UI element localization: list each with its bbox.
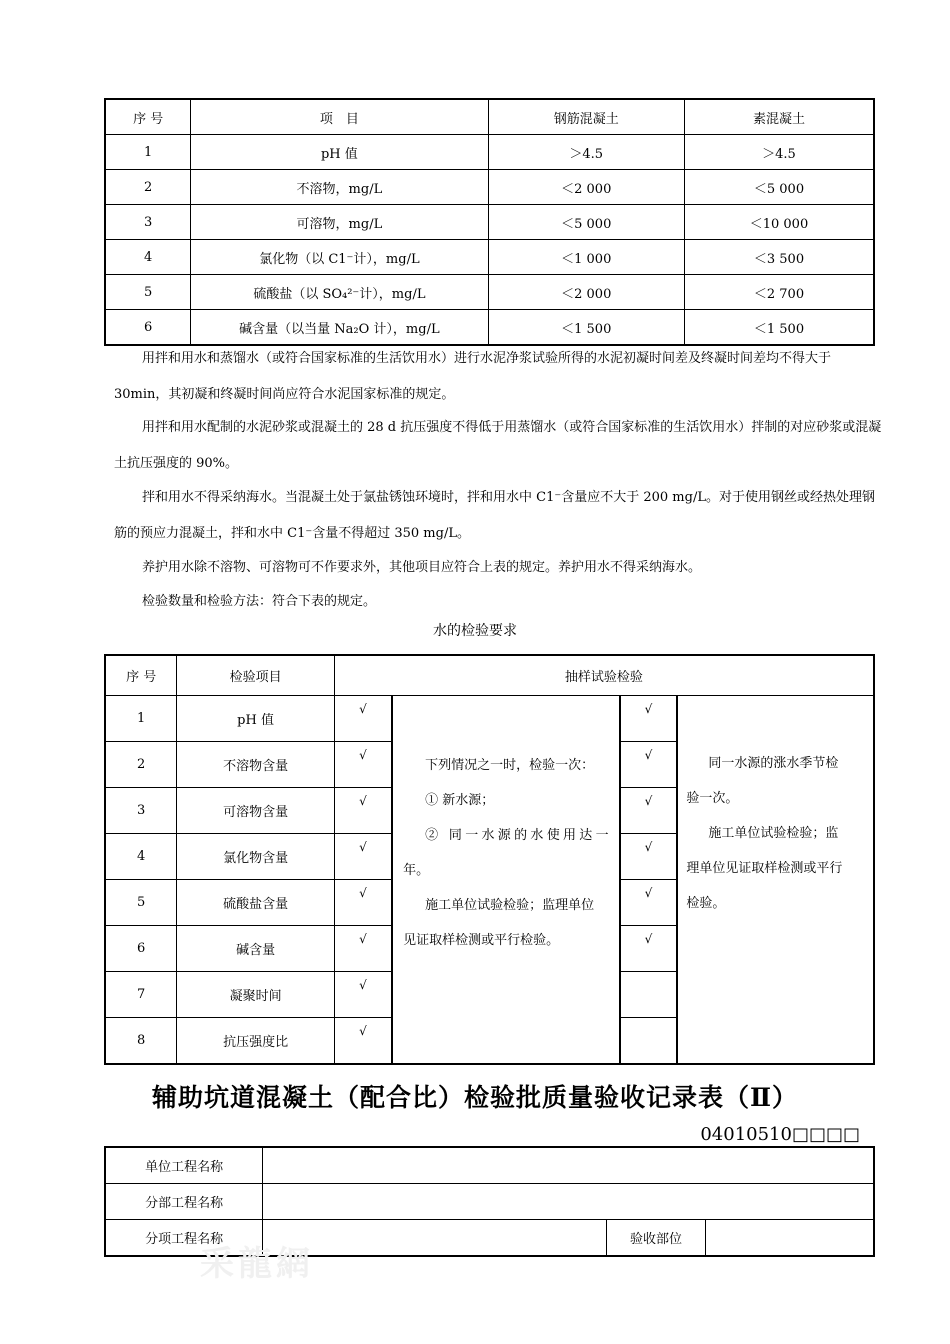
check-mark: √ [334, 834, 392, 880]
check-mark: √ [620, 742, 678, 788]
header-no: 序 号 [105, 99, 191, 135]
form-title: 辅助坑道混凝土（配合比）检验批质量验收记录表（Ⅱ） [151, 1083, 799, 1112]
text-line: 下列情况之一时，检验一次： [425, 758, 595, 773]
check-mark: √ [334, 972, 392, 1018]
table-caption: 水的检验要求 [433, 623, 517, 639]
paragraph-setting-time: 用拌和用水和蒸馏水（或符合国家标准的生活饮用水）进行水泥净浆试验所得的水泥初凝时间差及终凝时间差均不得大于 30min，其初凝和终凝时间尚应符合水泥国家标准的规定。 [114, 351, 832, 402]
cell-no: 4 [105, 240, 191, 275]
cell-no: 2 [105, 742, 177, 788]
cell-no: 5 [105, 275, 191, 310]
cell-item: pH 值 [177, 696, 335, 742]
cell-item: 抗压强度比 [177, 1018, 335, 1065]
cell-no: 1 [105, 135, 191, 170]
inspection-frequency-text [392, 696, 619, 1065]
paragraph-chloride: 拌和用水不得采纳海水。当混凝土处于氯盐锈蚀环境时，拌和用水中 C1⁻含量应不大于 200 mg/L。对于使用钢丝或经热处理钢筋的预应力混凝土，拌和水中 C1⁻含量不得超过 350 mg/L。 [114, 490, 875, 541]
unit-project-field[interactable] [263, 1147, 874, 1184]
table-row [105, 696, 874, 742]
cell-no: 6 [105, 310, 191, 346]
table-row [105, 240, 874, 275]
cell-plain: ＞4.5 [684, 135, 874, 170]
cell-no: 7 [105, 972, 177, 1018]
table-header-row [105, 655, 874, 696]
cell-no: 4 [105, 834, 177, 880]
table-header-row [105, 99, 874, 135]
unit-project-label: 单位工程名称 [105, 1147, 263, 1184]
text-line: 见证取样检测或平行检验。 [403, 933, 560, 948]
cell-no: 5 [105, 880, 177, 926]
watermark: 采龍網 [200, 1244, 314, 1284]
cell-item: 不溶物含量 [177, 742, 335, 788]
text-line: 验一次。 [686, 791, 739, 806]
cell-no: 1 [105, 696, 177, 742]
check-mark: √ [334, 1018, 392, 1065]
check-mark: √ [620, 788, 678, 834]
cell-reinforced: ＜1 000 [488, 240, 684, 275]
table-row [105, 205, 874, 240]
table-row [105, 310, 874, 346]
paragraph-curing-water: 养护用水除不溶物、可溶物可不作要求外，其他项目应符合上表的规定。养护用水不得采纳海水。 [142, 560, 702, 575]
paragraph-inspection-method: 检验数量和检验方法：符合下表的规定。 [142, 594, 377, 609]
check-mark: √ [620, 834, 678, 880]
check-mark: √ [334, 696, 392, 742]
cell-no: 8 [105, 1018, 177, 1065]
text-line: ① 新水源； [425, 793, 495, 808]
division-project-field[interactable] [263, 1184, 874, 1220]
table-row [105, 275, 874, 310]
check-mark: √ [620, 696, 678, 742]
cell-plain: ＜1 500 [684, 310, 874, 346]
text-line: 同一水源的涨水季节检 [708, 756, 839, 771]
cell-no: 3 [105, 788, 177, 834]
subitem-project-field[interactable] [263, 1220, 606, 1257]
cell-item: 氯化物（以 C1⁻计），mg/L [191, 240, 488, 275]
cell-item: 氯化物含量 [177, 834, 335, 880]
table-row [105, 135, 874, 170]
text-line: 年。 [403, 863, 430, 878]
cell-reinforced: ＜5 000 [488, 205, 684, 240]
cell-item: pH 值 [191, 135, 488, 170]
header-sampling-test: 抽样试验检验 [334, 655, 874, 696]
text-line: 理单位见证取样检测或平行 [686, 861, 843, 876]
cell-no: 2 [105, 170, 191, 205]
text-line: ② 同一水源的水使用达一 [425, 828, 609, 843]
cell-no: 3 [105, 205, 191, 240]
cell-plain: ＜2 700 [684, 275, 874, 310]
cell-no: 6 [105, 926, 177, 972]
cell-reinforced: ＜2 000 [488, 170, 684, 205]
cell-item: 碱含量 [177, 926, 335, 972]
header-item: 项 目 [191, 99, 488, 135]
empty-check-cell [620, 1018, 678, 1065]
header-inspection-item: 检验项目 [177, 655, 335, 696]
subitem-project-label: 分项工程名称 [105, 1220, 263, 1257]
form-row [105, 1184, 874, 1220]
cell-item: 碱含量（以当量 Na₂O 计），mg/L [191, 310, 488, 346]
header-plain-concrete: 素混凝土 [684, 99, 874, 135]
header-no: 序 号 [105, 655, 177, 696]
form-row [105, 1147, 874, 1184]
cell-item: 凝聚时间 [177, 972, 335, 1018]
cell-item: 不溶物，mg/L [191, 170, 488, 205]
text-line: 检验。 [686, 896, 726, 911]
cell-item: 硫酸盐（以 SO₄²⁻计），mg/L [191, 275, 488, 310]
water-quality-table [104, 98, 875, 346]
water-inspection-table [104, 654, 875, 1065]
acceptance-part-label: 验收部位 [606, 1220, 706, 1257]
cell-item: 硫酸盐含量 [177, 880, 335, 926]
acceptance-part-field[interactable] [706, 1220, 874, 1257]
text-line: 施工单位试验检验；监理单位 [425, 898, 595, 913]
cell-item: 可溶物，mg/L [191, 205, 488, 240]
paragraph-strength-ratio: 用拌和用水配制的水泥砂浆或混凝土的 28 d 抗压强度不得低于用蒸馏水（或符合国家标准的生活饮用水）拌制的对应砂浆或混凝土抗压强度的 90%。 [114, 420, 882, 471]
check-mark: √ [334, 742, 392, 788]
check-mark: √ [334, 880, 392, 926]
empty-check-cell [620, 972, 678, 1018]
division-project-label: 分部工程名称 [105, 1184, 263, 1220]
cell-plain: ＜5 000 [684, 170, 874, 205]
table-row [105, 170, 874, 205]
cell-plain: ＜3 500 [684, 240, 874, 275]
flood-season-inspection-text [677, 696, 874, 1065]
cell-plain: ＜10 000 [684, 205, 874, 240]
check-mark: √ [620, 880, 678, 926]
text-line: 施工单位试验检验；监 [708, 826, 839, 841]
cell-item: 可溶物含量 [177, 788, 335, 834]
check-mark: √ [334, 788, 392, 834]
form-code: 04010510□□□□ [700, 1124, 860, 1145]
cell-reinforced: ＜2 000 [488, 275, 684, 310]
cell-reinforced: ＜1 500 [488, 310, 684, 346]
cell-reinforced: ＞4.5 [488, 135, 684, 170]
check-mark: √ [620, 926, 678, 972]
header-reinforced-concrete: 钢筋混凝土 [488, 99, 684, 135]
check-mark: √ [334, 926, 392, 972]
